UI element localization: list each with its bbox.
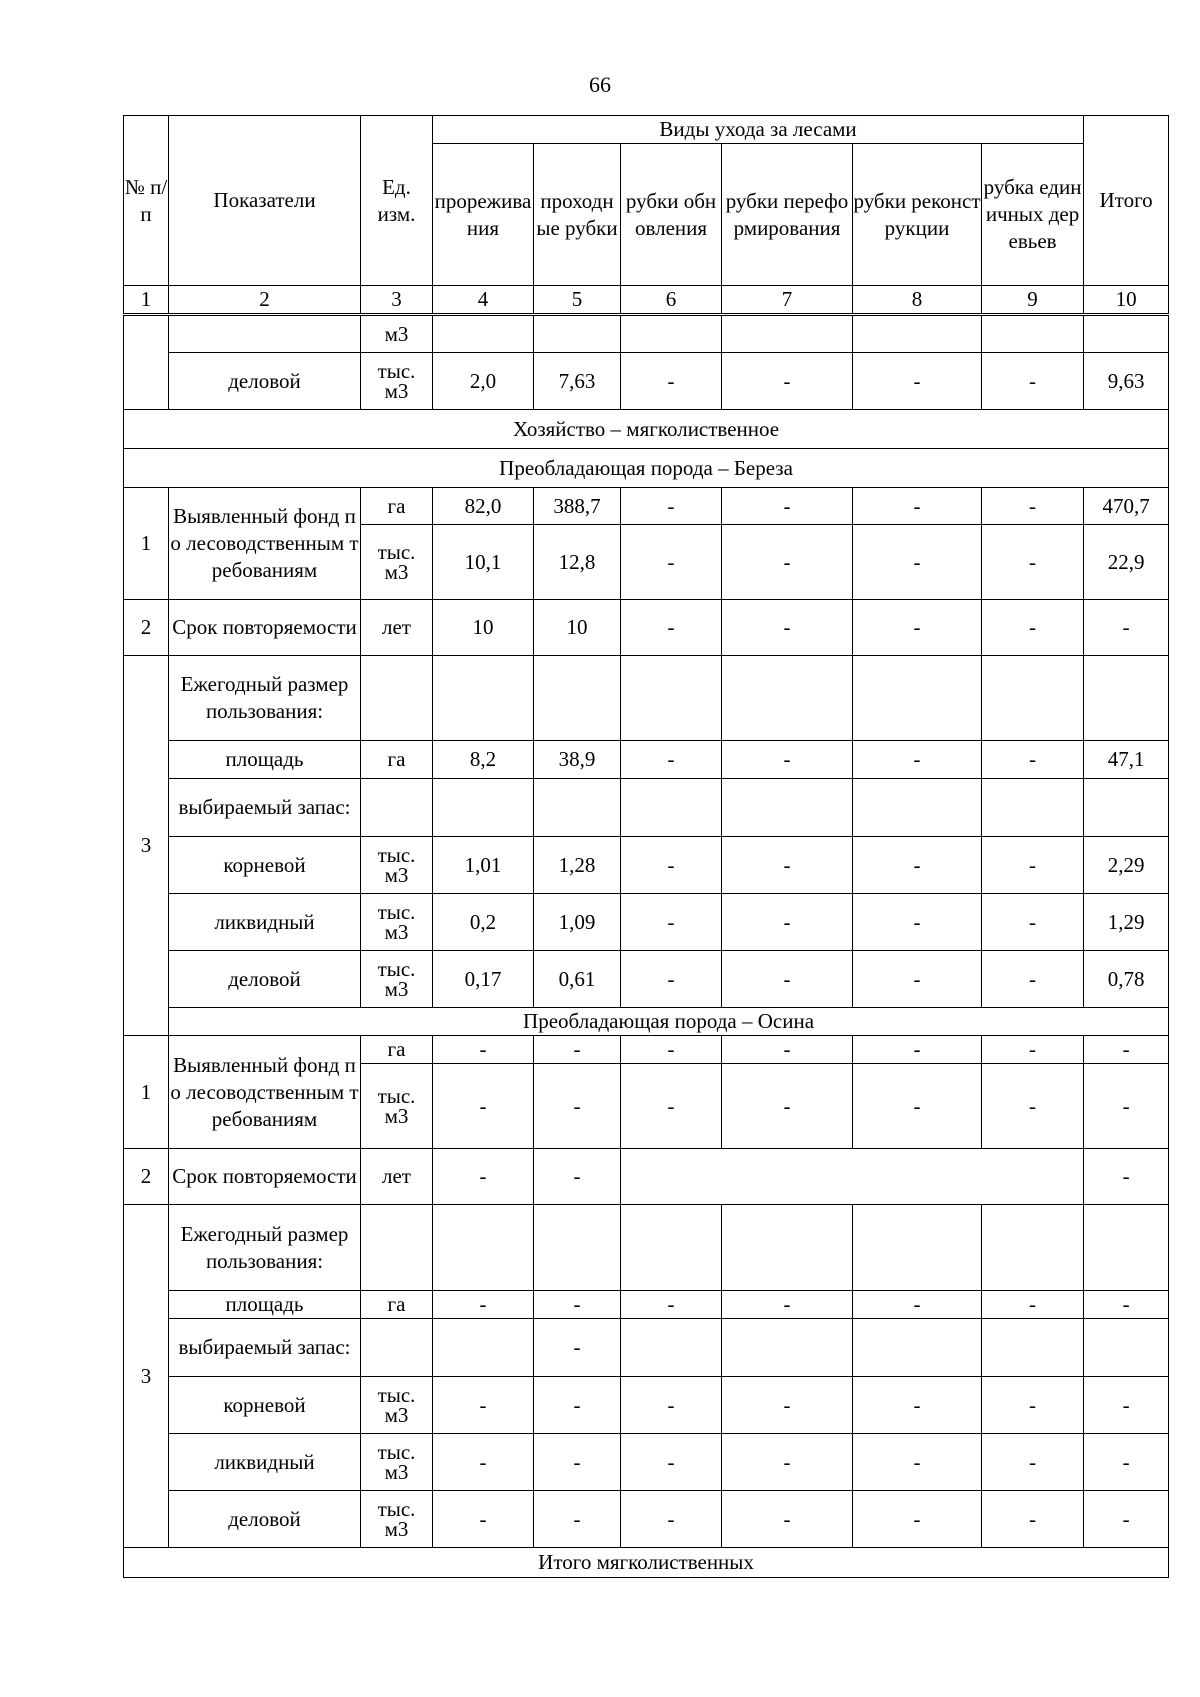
value-cell: - <box>621 951 722 1008</box>
value-cell: - <box>853 837 982 894</box>
col-number: 5 <box>534 286 621 315</box>
unit-cell: га <box>361 1036 433 1064</box>
forest-care-table <box>123 115 1169 1578</box>
value-cell: - <box>982 1064 1084 1149</box>
value-cell: 2,29 <box>1084 837 1169 894</box>
value-cell: - <box>722 525 853 600</box>
value-cell: - <box>621 525 722 600</box>
value-cell: 7,63 <box>534 353 621 410</box>
value-cell: - <box>534 1377 621 1434</box>
value-cell: 0,17 <box>433 951 534 1008</box>
unit-cell <box>361 1205 433 1291</box>
value-cell <box>853 779 982 837</box>
value-cell: - <box>853 1491 982 1548</box>
value-cell: - <box>534 1064 621 1149</box>
header-total: Итого <box>1084 116 1169 286</box>
unit-cell: тыс. м3 <box>361 1434 433 1491</box>
value-cell <box>433 1205 534 1291</box>
table-row <box>124 656 1169 741</box>
row-label: площадь <box>169 741 361 779</box>
col-number: 8 <box>853 286 982 315</box>
row-number: 2 <box>124 600 169 656</box>
value-cell: - <box>722 1377 853 1434</box>
table-row <box>124 600 1169 656</box>
row-number <box>124 315 169 410</box>
value-cell <box>853 656 982 741</box>
value-cell <box>621 1319 722 1377</box>
value-cell <box>722 779 853 837</box>
value-cell: - <box>433 1064 534 1149</box>
table-row <box>124 951 1169 1008</box>
row-label: Ежегодный размер пользования: <box>169 1205 361 1291</box>
value-cell: - <box>621 1491 722 1548</box>
value-cell: - <box>1084 1434 1169 1491</box>
col-number: 3 <box>361 286 433 315</box>
header-unit: Ед. изм. <box>361 116 433 286</box>
value-cell: - <box>722 837 853 894</box>
value-cell: - <box>722 353 853 410</box>
value-cell: 22,9 <box>1084 525 1169 600</box>
value-cell: - <box>722 1291 853 1319</box>
table-row <box>124 1491 1169 1548</box>
header-num: № п/п <box>124 116 169 286</box>
value-cell: - <box>1084 1491 1169 1548</box>
value-cell: 0,61 <box>534 951 621 1008</box>
value-cell: 82,0 <box>433 488 534 525</box>
table-row <box>124 1149 1169 1205</box>
unit-cell: тыс. м3 <box>361 353 433 410</box>
unit-cell: тыс. м3 <box>361 1064 433 1149</box>
unit-cell: тыс. м3 <box>361 951 433 1008</box>
value-cell <box>1084 1205 1169 1291</box>
value-cell: - <box>534 1434 621 1491</box>
table-row <box>124 1377 1169 1434</box>
unit-cell: тыс. м3 <box>361 1491 433 1548</box>
value-cell: 10 <box>534 600 621 656</box>
value-cell <box>853 1205 982 1291</box>
value-cell: - <box>982 741 1084 779</box>
col-number: 6 <box>621 286 722 315</box>
value-cell: - <box>534 1036 621 1064</box>
row-label: Срок повторяемости <box>169 600 361 656</box>
row-number: 3 <box>124 656 169 1036</box>
value-cell: - <box>621 1377 722 1434</box>
value-cell: - <box>621 1036 722 1064</box>
value-cell: 2,0 <box>433 353 534 410</box>
table-row <box>124 353 1169 410</box>
value-cell <box>982 1205 1084 1291</box>
value-cell: - <box>1084 1291 1169 1319</box>
value-cell <box>433 1319 534 1377</box>
aspen-title: Преобладающая порода – Осина <box>169 1008 1169 1036</box>
col-number: 9 <box>982 286 1084 315</box>
value-cell: - <box>1084 1036 1169 1064</box>
unit-cell: лет <box>361 600 433 656</box>
value-cell: 10 <box>433 600 534 656</box>
table-row <box>124 1205 1169 1291</box>
value-cell: 470,7 <box>1084 488 1169 525</box>
unit-cell: м3 <box>361 315 433 353</box>
value-cell <box>1084 1319 1169 1377</box>
table-row <box>124 488 1169 525</box>
birch-title: Преобладающая порода – Береза <box>124 449 1169 488</box>
header-reconstruction-cutting: рубки реконструкции <box>853 144 982 286</box>
value-cell: - <box>982 1291 1084 1319</box>
farm-title: Хозяйство – мягколиственное <box>124 410 1169 449</box>
value-cell: 47,1 <box>1084 741 1169 779</box>
row-label <box>169 315 361 353</box>
value-cell: - <box>722 951 853 1008</box>
value-cell: 8,2 <box>433 741 534 779</box>
value-cell: 10,1 <box>433 525 534 600</box>
value-cell: - <box>1084 1377 1169 1434</box>
value-cell: - <box>982 1434 1084 1491</box>
value-cell: 1,29 <box>1084 894 1169 951</box>
value-cell: - <box>853 741 982 779</box>
row-label: площадь <box>169 1291 361 1319</box>
value-cell: - <box>621 600 722 656</box>
row-label: выбираемый запас: <box>169 1319 361 1377</box>
value-cell <box>534 656 621 741</box>
unit-cell <box>361 656 433 741</box>
unit-cell: тыс. м3 <box>361 894 433 951</box>
row-label: деловой <box>169 951 361 1008</box>
value-cell: 0,78 <box>1084 951 1169 1008</box>
softwood-total-title: Итого мягколиственных <box>124 1548 1169 1578</box>
value-cell: - <box>982 1036 1084 1064</box>
section-row <box>124 449 1169 488</box>
value-cell: - <box>621 488 722 525</box>
value-cell: - <box>853 1036 982 1064</box>
value-cell: - <box>853 525 982 600</box>
value-cell <box>853 1319 982 1377</box>
value-cell: - <box>853 488 982 525</box>
value-cell: - <box>621 741 722 779</box>
col-number: 10 <box>1084 286 1169 315</box>
row-label: Выявленный фонд по лесоводственным требованиям <box>169 1036 361 1149</box>
table-row <box>124 1291 1169 1319</box>
value-cell: - <box>534 1319 621 1377</box>
value-cell: - <box>1084 1064 1169 1149</box>
row-label: деловой <box>169 1491 361 1548</box>
unit-cell <box>361 1319 433 1377</box>
value-cell <box>722 315 853 353</box>
page-number: 66 <box>589 72 611 97</box>
value-cell <box>1084 315 1169 353</box>
row-label: ликвидный <box>169 894 361 951</box>
value-cell: - <box>433 1377 534 1434</box>
row-label: выбираемый запас: <box>169 779 361 837</box>
header-care-types: Виды ухода за лесами <box>433 116 1084 144</box>
value-cell <box>534 1205 621 1291</box>
table-row <box>124 779 1169 837</box>
unit-cell: тыс. м3 <box>361 1377 433 1434</box>
value-cell: - <box>621 1434 722 1491</box>
value-cell: - <box>534 1291 621 1319</box>
value-cell <box>621 779 722 837</box>
row-label: ликвидный <box>169 1434 361 1491</box>
row-number: 1 <box>124 488 169 600</box>
header-single-tree-cutting: рубка единичных деревьев <box>982 144 1084 286</box>
value-cell: - <box>982 600 1084 656</box>
unit-cell: га <box>361 488 433 525</box>
value-cell: - <box>982 488 1084 525</box>
value-cell: - <box>433 1491 534 1548</box>
value-cell: - <box>433 1149 534 1205</box>
value-cell <box>982 1319 1084 1377</box>
value-cell: - <box>621 1291 722 1319</box>
row-label: Ежегодный размер пользования: <box>169 656 361 741</box>
value-cell: 38,9 <box>534 741 621 779</box>
header-renewal-cutting: рубки обновления <box>621 144 722 286</box>
table-row <box>124 1319 1169 1377</box>
unit-cell <box>361 779 433 837</box>
value-cell: - <box>722 488 853 525</box>
value-cell: - <box>1084 600 1169 656</box>
value-cell: 388,7 <box>534 488 621 525</box>
header-reformation-cutting: рубки переформирования <box>722 144 853 286</box>
row-label: корневой <box>169 1377 361 1434</box>
value-cell <box>1084 656 1169 741</box>
value-cell: - <box>621 353 722 410</box>
section-row <box>124 1008 1169 1036</box>
row-number: 1 <box>124 1036 169 1149</box>
row-number: 2 <box>124 1149 169 1205</box>
value-cell: - <box>853 1434 982 1491</box>
value-cell: - <box>722 1064 853 1149</box>
value-cell: - <box>982 951 1084 1008</box>
value-cell: - <box>982 894 1084 951</box>
value-cell <box>982 315 1084 353</box>
value-cell: - <box>853 1064 982 1149</box>
row-label: деловой <box>169 353 361 410</box>
value-cell <box>621 656 722 741</box>
value-cell: 1,09 <box>534 894 621 951</box>
value-cell: - <box>1084 1149 1169 1205</box>
value-cell: - <box>853 353 982 410</box>
section-row <box>124 1548 1169 1578</box>
header-passage-cutting: проходные рубки <box>534 144 621 286</box>
column-numbers-row <box>124 286 1169 315</box>
value-cell: - <box>433 1434 534 1491</box>
value-cell: - <box>982 353 1084 410</box>
value-cell: 0,2 <box>433 894 534 951</box>
value-cell: - <box>982 525 1084 600</box>
header-row <box>124 116 1169 144</box>
unit-cell: га <box>361 741 433 779</box>
table-row <box>124 894 1169 951</box>
value-cell: - <box>722 1491 853 1548</box>
value-cell: - <box>433 1291 534 1319</box>
col-number: 7 <box>722 286 853 315</box>
value-cell: - <box>722 1036 853 1064</box>
value-cell: - <box>621 894 722 951</box>
value-cell: 9,63 <box>1084 353 1169 410</box>
row-number: 3 <box>124 1205 169 1548</box>
value-cell: - <box>722 1434 853 1491</box>
table-row <box>124 315 1169 353</box>
header-indicators: Показатели <box>169 116 361 286</box>
value-cell <box>433 656 534 741</box>
unit-cell: тыс. м3 <box>361 837 433 894</box>
value-cell: - <box>621 1064 722 1149</box>
value-cell: - <box>853 1377 982 1434</box>
section-row <box>124 410 1169 449</box>
header-thinning: прореживания <box>433 144 534 286</box>
col-number: 4 <box>433 286 534 315</box>
value-cell <box>722 1319 853 1377</box>
unit-cell: га <box>361 1291 433 1319</box>
value-cell <box>722 656 853 741</box>
table-row <box>124 1036 1169 1064</box>
value-cell <box>621 1149 1084 1205</box>
unit-cell: тыс. м3 <box>361 525 433 600</box>
value-cell <box>982 779 1084 837</box>
value-cell <box>1084 779 1169 837</box>
value-cell <box>722 1205 853 1291</box>
table-row <box>124 741 1169 779</box>
col-number: 1 <box>124 286 169 315</box>
value-cell: - <box>853 894 982 951</box>
col-number: 2 <box>169 286 361 315</box>
value-cell: 1,28 <box>534 837 621 894</box>
value-cell <box>433 779 534 837</box>
value-cell <box>853 315 982 353</box>
row-label: Срок повторяемости <box>169 1149 361 1205</box>
value-cell: - <box>722 600 853 656</box>
value-cell: - <box>982 1491 1084 1548</box>
value-cell <box>621 1205 722 1291</box>
value-cell: 12,8 <box>534 525 621 600</box>
value-cell <box>982 656 1084 741</box>
value-cell: - <box>433 1036 534 1064</box>
value-cell: - <box>982 837 1084 894</box>
value-cell: - <box>534 1149 621 1205</box>
value-cell: - <box>722 741 853 779</box>
value-cell: - <box>621 837 722 894</box>
row-label: корневой <box>169 837 361 894</box>
value-cell: - <box>853 951 982 1008</box>
value-cell <box>621 315 722 353</box>
value-cell <box>433 315 534 353</box>
value-cell: - <box>534 1491 621 1548</box>
table-row <box>124 837 1169 894</box>
value-cell: - <box>722 894 853 951</box>
value-cell <box>534 315 621 353</box>
value-cell: - <box>982 1377 1084 1434</box>
unit-cell: лет <box>361 1149 433 1205</box>
value-cell <box>534 779 621 837</box>
value-cell: - <box>853 1291 982 1319</box>
table-row <box>124 1434 1169 1491</box>
value-cell: - <box>853 600 982 656</box>
row-label: Выявленный фонд по лесоводственным требованиям <box>169 488 361 600</box>
value-cell: 1,01 <box>433 837 534 894</box>
